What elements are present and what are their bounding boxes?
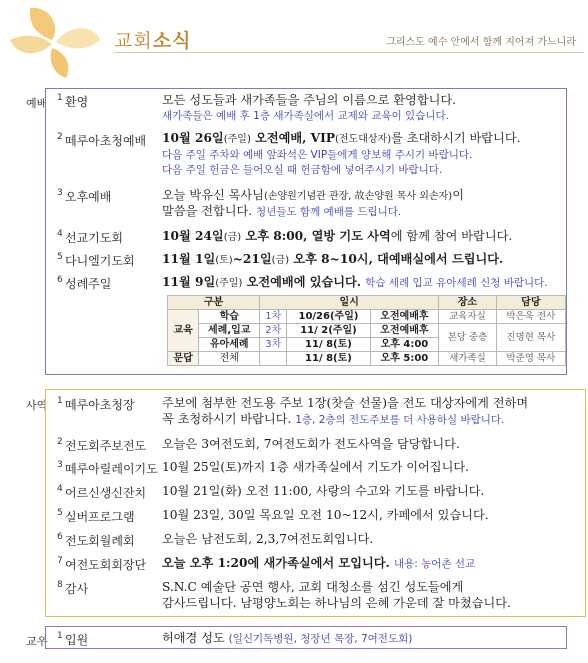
worship-welcome-note: 새가족들은 예배 후 1층 새가족실에서 교제와 교육이 있습니다. xyxy=(162,110,449,122)
worship-terroir-note2: 다음 주일 헌금은 들어오실 때 헌금함에 넣어주시기 바랍니다. xyxy=(162,164,443,176)
table-row: 세례,입교 2차 11/ 2(주일) 오전예배후 본당 중층 진명현 목사 xyxy=(168,324,566,338)
section-label-fellowship: 교우 xyxy=(26,635,48,648)
item-label: 여전도회회장단 xyxy=(65,558,147,572)
ministry-thanks-text: S.N.C 예술단 공연 행사, 교회 대청소를 섬긴 성도들에게 xyxy=(162,580,464,594)
item-label: 성례주일 xyxy=(65,277,112,291)
table-row: 교육 학습 1차 10/26(주일) 오전예배후 교육자실 박은욱 전사 xyxy=(168,310,566,324)
page-title: 교회소식 xyxy=(114,30,192,52)
item-label: 전도회주보전도 xyxy=(65,439,147,453)
section-label-ministry: 사역 xyxy=(26,399,48,412)
worship-afternoon-text: 오늘 박유신 목사님(손양원기념관 관장, 故손양원 목사 외손자)이 xyxy=(162,188,464,202)
church-logo xyxy=(0,0,112,78)
ministry-leaders-meeting-text: 오늘 오후 1:20에 새가족실에서 모입니다. 내용: 농어촌 선교 xyxy=(162,556,476,570)
item-label: 전도회월례회 xyxy=(65,534,135,548)
worship-sacrament-text: 11월 9일(주일) 오전예배에 있습니다. 학습 세례 입교 유아세례 신청 바랍니다. xyxy=(162,275,548,289)
ministry-bulletin-evangelism-text: 오늘은 3여전도회, 7여전도회가 전도사역을 담당합니다. xyxy=(162,437,460,451)
item-label: 떼루아릴레이기도 xyxy=(65,462,158,476)
ministry-thanks-text2: 감사드립니다. 남평양노회는 하나님의 은혜 가운데 잘 마쳤습니다. xyxy=(162,596,511,610)
table-row: 유아세례 3차 11/ 8(토) 오후 4:00 xyxy=(168,338,566,352)
motto-text: 그리스도 예수 안에서 함께 지어져 가느니라 xyxy=(386,37,576,48)
item-label: 떼루아초청예배 xyxy=(65,134,147,148)
item-label: 감사 xyxy=(65,582,89,596)
title-divider xyxy=(114,52,584,53)
item-label: 떼루아초청장 xyxy=(65,398,135,412)
worship-mission-prayer-text: 10월 24일(금) 오후 8:00, 열방 기도 사역에 함께 참여 바랍니다. xyxy=(162,229,513,243)
worship-welcome-text: 모든 성도들과 새가족들을 주님의 이름으로 환영합니다. xyxy=(162,93,457,107)
table-header: 구분 xyxy=(168,296,260,310)
table-header-row xyxy=(168,296,566,310)
sacrament-schedule-table xyxy=(167,295,566,366)
item-label: 선교기도회 xyxy=(65,231,123,245)
item-label: 실버프로그램 xyxy=(65,510,135,524)
table-header: 장소 xyxy=(439,296,496,310)
ministry-relay-prayer-text: 10월 25일(토)까지 1층 새가족실에서 기도가 이어집니다. xyxy=(162,460,469,474)
section-label-worship: 예배 xyxy=(26,97,48,110)
item-label: 어르신생신잔치 xyxy=(65,486,147,500)
item-label: 입원 xyxy=(65,633,89,647)
fellowship-hospitalized-text: 허애경 성도 (일신기독병원, 청장년 목장, 7여전도회) xyxy=(162,631,413,645)
table-header: 일시 xyxy=(260,296,439,310)
ministry-elders-birthday-text: 10월 21일(화) 오전 11:00, 사랑의 수고와 기도를 바랍니다. xyxy=(162,484,485,498)
ministry-invitation-text2: 꼭 초청하시기 바랍니다. 1층, 2층의 전도주보를 더 사용하실 바랍니다. xyxy=(162,412,505,426)
table-row: 문답 전체 11/ 8(토) 오후 5:00 새가족실 박준영 목사 xyxy=(168,352,566,366)
ministry-silver-program-text: 10월 23일, 30일 목요일 오전 10~12시, 카페에서 있습니다. xyxy=(162,508,489,522)
worship-terroir-text: 10월 26일(주일) 오전예배, VIP(전도대상자)를 초대하시기 바랍니다. xyxy=(162,131,521,145)
worship-terroir-note1: 다음 주일 주차와 예배 앞좌석은 VIP들에게 양보해 주시기 바랍니다. xyxy=(162,149,473,161)
item-label: 오후예배 xyxy=(65,190,112,204)
item-label: 다니엘기도회 xyxy=(65,254,135,268)
worship-daniel-prayer-text: 11월 1일(토)~21일(금) 오후 8~10시, 대예배실에서 드립니다. xyxy=(162,252,504,266)
ministry-monthly-meeting-text: 오늘은 남전도회, 2,3,7여전도회입니다. xyxy=(162,532,374,546)
table-header: 담당 xyxy=(496,296,565,310)
item-label: 환영 xyxy=(65,95,89,109)
ministry-invitation-text: 주보에 첨부한 전도용 주보 1장(찻슬 선물)을 전도 대상자에게 전하며 xyxy=(162,396,529,410)
worship-afternoon-text2: 말씀을 전합니다. 청년들도 함께 예배를 드립니다. xyxy=(162,204,402,218)
